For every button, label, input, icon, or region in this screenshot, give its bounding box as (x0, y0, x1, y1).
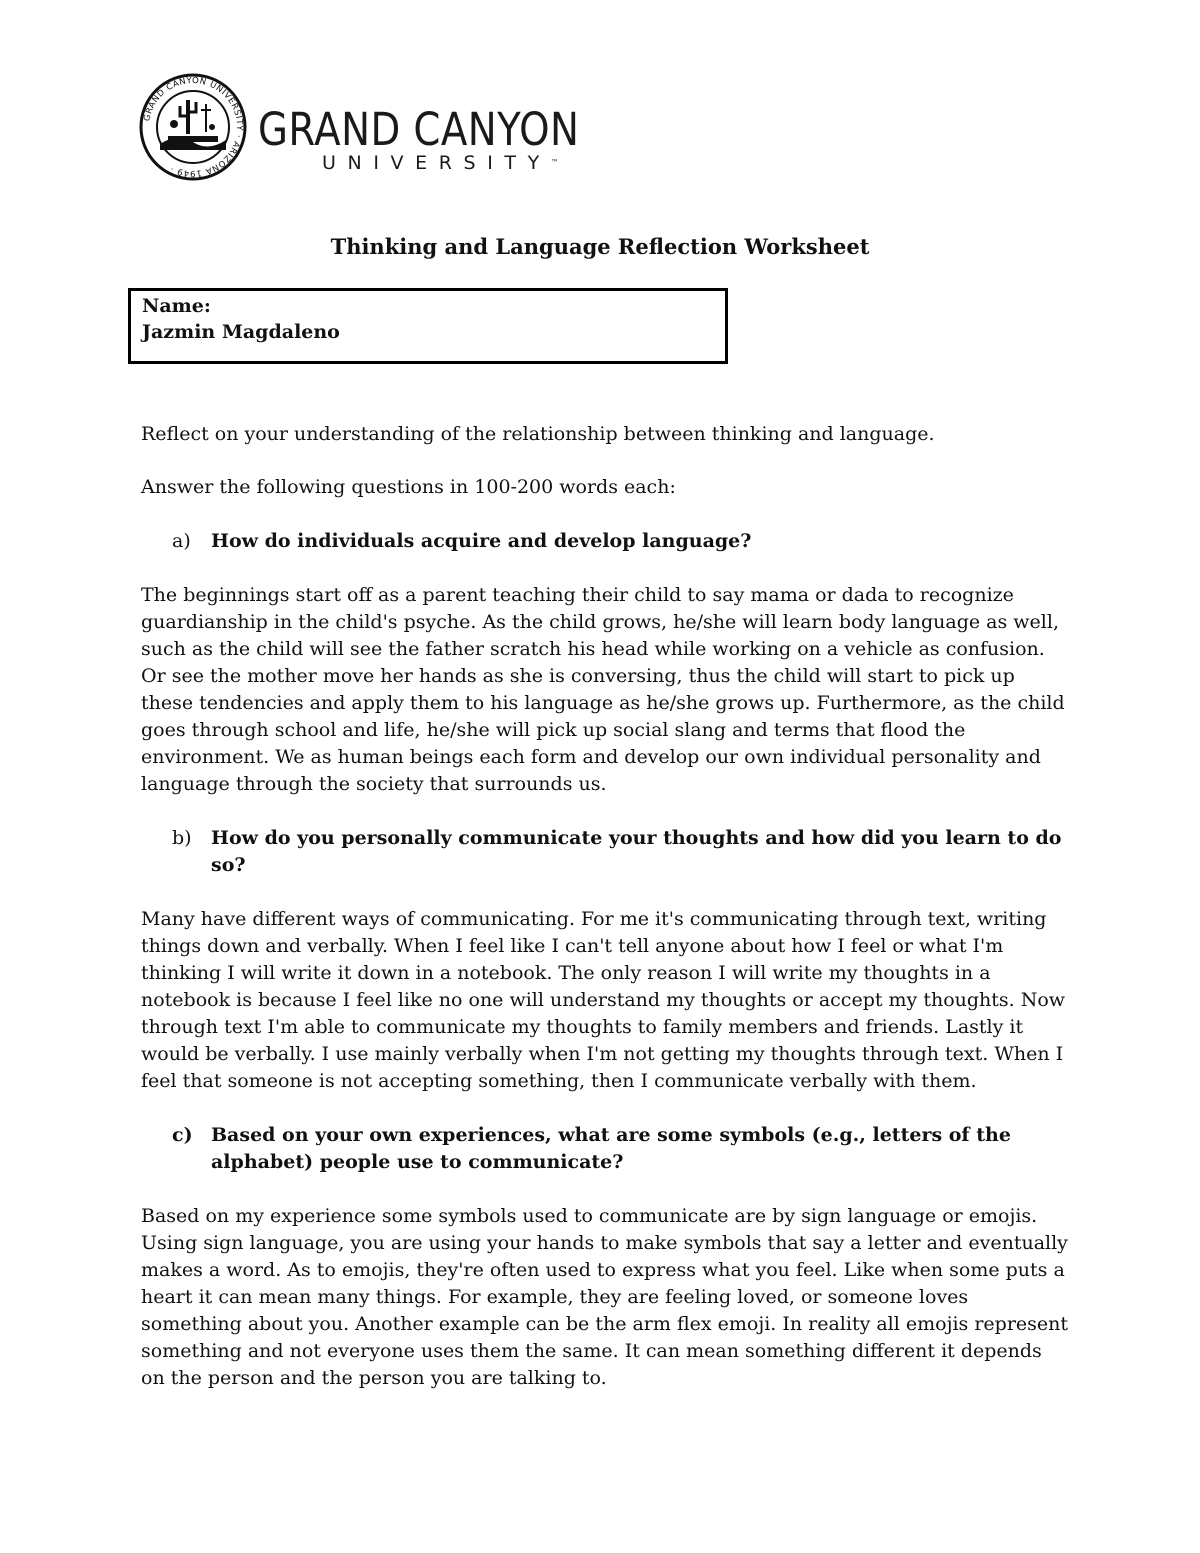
trademark-symbol: ™ (550, 158, 559, 167)
question-c (141, 1122, 1071, 1176)
name-label: Name: (142, 295, 211, 317)
student-name: Jazmin Magdaleno (142, 321, 340, 343)
intro-text: Reflect on your understanding of the relationship between thinking and language. (141, 423, 935, 445)
svg-text:GRAND CANYON UNIVERSITY · ARIZ: GRAND CANYON UNIVERSITY · ARIZONA 1949 · (142, 75, 245, 179)
wordmark-university: UNIVERSITY (322, 152, 551, 174)
worksheet-title: Thinking and Language Reflection Worksheet (330, 234, 870, 259)
question-letter: a) (172, 530, 191, 552)
question-letter: c) (172, 1124, 193, 1146)
answer-c: Based on my experience some symbols used to communicate are by sign language or emojis. Using sign language, you are using your hands to make symbols that say a letter and eventually makes a word. As to emojis, they're often used to express what you feel. Like when some puts a heart it can mean many things. For example, they are feeling loved, or someone loves something about you. Another example can be the arm flex emoji. In reality all emojis represent something and not everyone uses them the same. It can mean something different it depends on the person and the person you are talking to. (141, 1205, 1069, 1389)
wordmark-line1: GRAND CANYON (258, 103, 580, 156)
university-wordmark (258, 103, 632, 174)
answer-b: Many have different ways of communicating. For me it's communicating through text, writing things down and verbally. When I feel like I can't tell anyone about how I feel or what I'm thinking I will write it down in a notebook. The only reason I will write my thoughts in a notebook is because I feel like no one will understand my thoughts or accept my thoughts. Now through text I'm able to communicate my thoughts to family members and friends. Lastly it would be verbally. I use mainly verbally when I'm not getting my thoughts through text. When I feel that someone is not accepting something, then I communicate verbally with them. (141, 908, 1066, 1092)
question-a (141, 528, 1071, 555)
worksheet-body (141, 421, 1071, 1392)
question-b (141, 825, 1071, 879)
university-seal-icon (138, 72, 248, 182)
instructions-text: Answer the following questions in 100-200 words each: (141, 476, 676, 498)
university-logo (138, 72, 638, 182)
question-text: How do you personally communicate your thoughts and how did you learn to do so? (211, 827, 1062, 876)
question-text: Based on your own experiences, what are some symbols (e.g., letters of the alphabet) people use to communicate? (211, 1124, 1011, 1173)
name-box (128, 288, 728, 364)
answer-a: The beginnings start off as a parent teaching their child to say mama or dada to recognize guardianship in the child's psyche. As the child grows, he/she will learn body language as well, such as the child will see the father scratch his head while working on a vehicle as confusion. Or see the mother move her hands as she is conversing, thus the child will start to pick up these tendencies and apply them to his language as he/she grows up. Furthermore, as the child goes through school and life, he/she will pick up social slang and terms that flood the environment. We as human beings each form and develop our own individual personality and language through the society that surrounds us. (141, 584, 1065, 795)
question-text: How do individuals acquire and develop language? (211, 530, 752, 552)
question-letter: b) (172, 827, 192, 849)
